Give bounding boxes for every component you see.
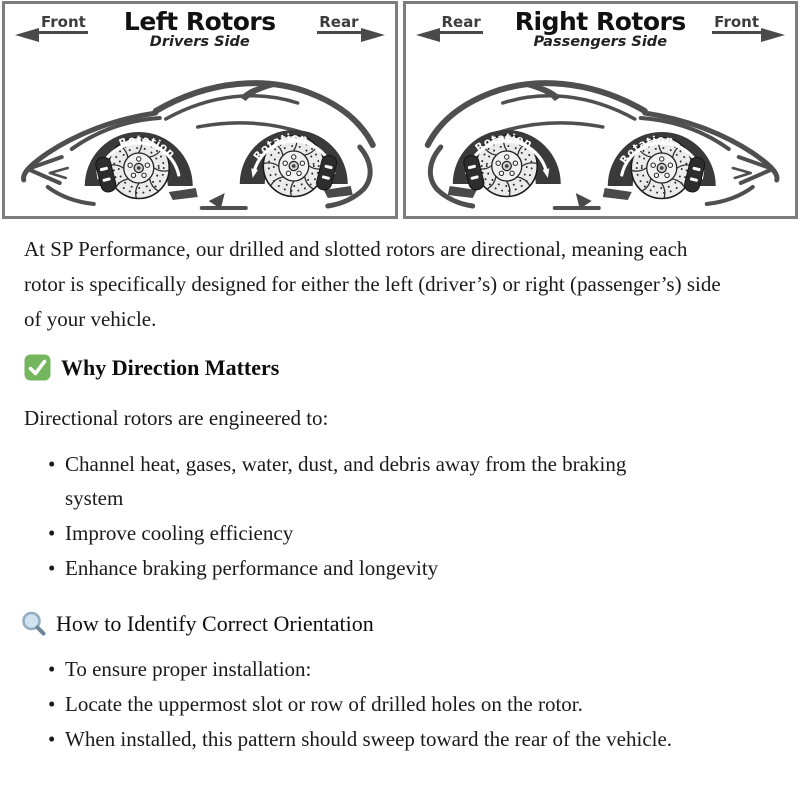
panel-title: Left Rotors — [123, 7, 276, 36]
direction-label: Front — [712, 14, 761, 34]
why-bullet-list — [48, 447, 776, 585]
intro-paragraph: At SP Performance, our drilled and slotted rotors are directional, meaning each rotor is specifically designed for either the left (driver’s) or right (passenger’s) side of your vehicle. — [24, 237, 721, 331]
arrow-right-icon — [361, 28, 385, 42]
article-body — [0, 219, 800, 756]
left-rotors-panel — [2, 1, 398, 219]
rotation-arrow-label: Rotation — [251, 131, 310, 163]
arrow-left-icon — [15, 28, 39, 42]
front-direction-indicator — [712, 13, 761, 34]
list-item: • Improve cooling efficiency — [48, 516, 675, 550]
rotation-arrow-label: Rotation — [117, 133, 178, 161]
car-diagram-right-side — [406, 65, 796, 215]
how-bullet-list — [48, 652, 776, 756]
front-direction-indicator — [39, 13, 88, 34]
panel-subtitle: Passengers Side — [533, 34, 668, 50]
magnifying-glass-icon — [20, 610, 48, 638]
arrow-left-icon — [416, 28, 440, 42]
lead-sentence: Directional rotors are engineered to: — [24, 406, 329, 430]
heading-text: How to Identify Correct Orientation — [56, 611, 374, 636]
list-item: • Enhance braking performance and longevity — [48, 551, 675, 585]
direction-label: Rear — [317, 14, 360, 34]
rotation-arrow-label: Rotation — [617, 133, 675, 167]
list-item: • Channel heat, gases, water, dust, and debris away from the braking system — [48, 447, 675, 515]
arrow-right-icon — [761, 28, 785, 42]
rotation-arrow-label: Rotation — [472, 131, 534, 155]
car-diagram-left-side — [5, 65, 395, 215]
panel-title: Right Rotors — [514, 7, 686, 36]
why-direction-matters-heading — [24, 354, 776, 381]
heading-text: Why Direction Matters — [61, 354, 280, 380]
direction-label: Rear — [440, 14, 483, 34]
panel-subtitle: Drivers Side — [149, 34, 250, 50]
check-mark-icon — [24, 354, 51, 381]
right-rotors-panel — [403, 1, 799, 219]
list-item: • Locate the uppermost slot or row of drilled holes on the rotor. — [48, 687, 727, 721]
rear-direction-indicator — [440, 13, 483, 34]
list-item: • To ensure proper installation: — [48, 652, 727, 686]
direction-label: Front — [39, 14, 88, 34]
how-to-identify-heading — [20, 610, 776, 638]
rotor-direction-diagrams — [0, 0, 800, 219]
list-item: • When installed, this pattern should sweep toward the rear of the vehicle. — [48, 722, 727, 756]
rear-direction-indicator — [317, 13, 360, 34]
